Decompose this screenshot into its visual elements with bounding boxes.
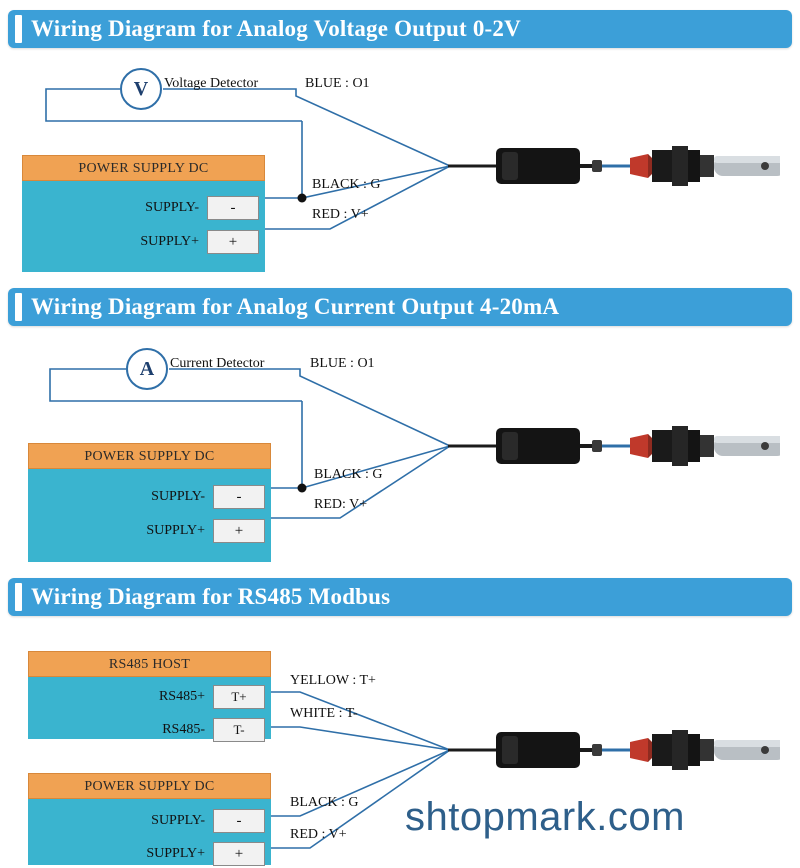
wire-label-white-tminus: WHITE : T- [290, 706, 358, 721]
sensor-probe-graphic-current [440, 410, 780, 490]
rs485-negative-terminal[interactable]: T- [213, 718, 265, 742]
voltage-meter-label: Voltage Detector [164, 76, 259, 91]
rs485-row-negative [28, 716, 271, 744]
supply-row-negative [28, 807, 271, 835]
power-supply-header: POWER SUPPLY DC [28, 773, 271, 799]
supply-positive-terminal[interactable]: + [213, 842, 265, 866]
current-meter-label: Current Detector [170, 356, 265, 371]
wire-label-red-vplus: RED : V+ [290, 827, 347, 842]
supply-negative-label: SUPPLY- [145, 200, 199, 215]
rs485-positive-label: RS485+ [158, 689, 205, 704]
power-supply-box-rs485 [28, 773, 271, 865]
power-supply-box-voltage [22, 155, 265, 272]
rs485-positive-terminal[interactable]: T+ [213, 685, 265, 709]
sensor-probe-graphic-rs485 [440, 714, 780, 794]
section-current [0, 273, 800, 553]
wire-label-red-vplus: RED: V+ [314, 497, 368, 512]
rs485-negative-label: RS485- [162, 722, 205, 737]
rs485-host-body [28, 677, 271, 739]
wire-label-yellow-tplus: YELLOW : T+ [290, 673, 376, 688]
page-title-current: Wiring Diagram for Analog Current Output 4-20mA [31, 294, 560, 319]
watermark-text: shtopmark.com [405, 795, 685, 839]
supply-row-positive [22, 228, 265, 256]
voltage-meter-symbol [120, 68, 162, 110]
wire-label-blue-o1: BLUE : O1 [310, 356, 375, 371]
supply-positive-terminal[interactable]: + [213, 519, 265, 543]
supply-positive-label: SUPPLY+ [146, 846, 205, 861]
supply-positive-label: SUPPLY+ [140, 234, 199, 249]
wire-label-black-g: BLACK : G [312, 177, 381, 192]
supply-row-positive [28, 517, 271, 545]
power-supply-header: POWER SUPPLY DC [22, 155, 265, 181]
supply-negative-label: SUPPLY- [151, 813, 205, 828]
supply-negative-terminal[interactable]: - [213, 485, 265, 509]
meter-symbol-text: A [139, 357, 155, 380]
supply-row-negative [28, 483, 271, 511]
page-title-voltage: Wiring Diagram for Analog Voltage Output 0-2V [31, 16, 521, 41]
supply-positive-label: SUPPLY+ [146, 523, 205, 538]
sensor-probe-graphic-voltage [440, 130, 780, 210]
wire-label-blue-o1: BLUE : O1 [305, 76, 370, 91]
rs485-host-box [28, 651, 271, 739]
supply-negative-label: SUPPLY- [151, 489, 205, 504]
section-voltage [0, 0, 800, 270]
supply-negative-terminal[interactable]: - [207, 196, 259, 220]
wire-label-black-g: BLACK : G [290, 795, 359, 810]
current-meter-symbol [126, 348, 168, 390]
power-supply-header: POWER SUPPLY DC [28, 443, 271, 469]
wire-label-black-g: BLACK : G [314, 467, 383, 482]
supply-negative-terminal[interactable]: - [213, 809, 265, 833]
power-supply-body [22, 181, 265, 272]
power-supply-body [28, 469, 271, 562]
supply-row-negative [22, 194, 265, 222]
meter-symbol-text: V [133, 77, 149, 100]
rs485-row-positive [28, 683, 271, 711]
wire-label-red-vplus: RED : V+ [312, 207, 369, 222]
supply-row-positive [28, 840, 271, 868]
power-supply-body [28, 799, 271, 865]
supply-positive-terminal[interactable]: + [207, 230, 259, 254]
power-supply-box-current [28, 443, 271, 562]
page-title-rs485: Wiring Diagram for RS485 Modbus [31, 584, 391, 609]
rs485-host-header: RS485 HOST [28, 651, 271, 677]
